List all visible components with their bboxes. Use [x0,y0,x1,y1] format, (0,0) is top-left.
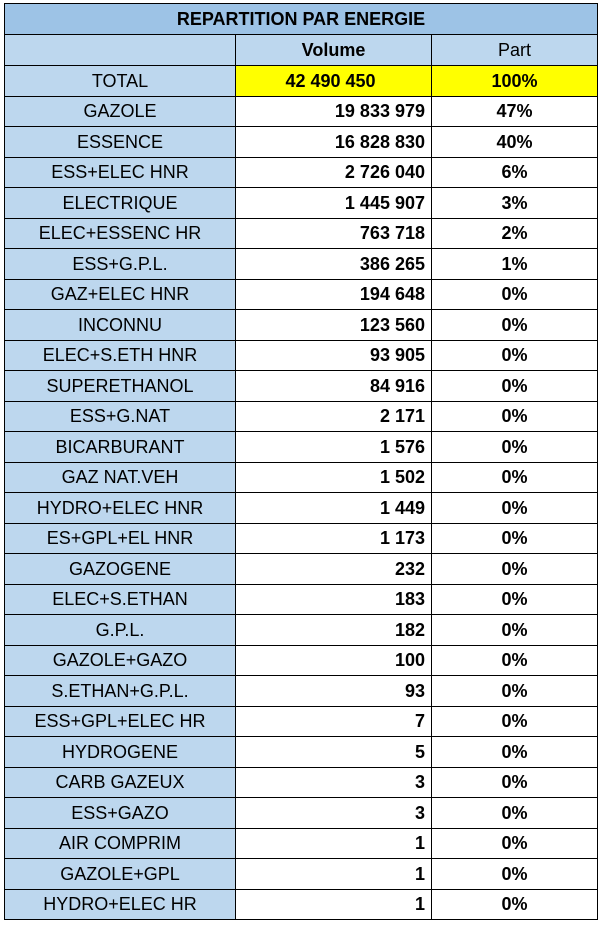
part-value: 0% [432,371,598,402]
table-row [5,737,598,768]
volume-value: 3 [236,767,432,798]
part-value: 0% [432,584,598,615]
energy-label: S.ETHAN+G.P.L. [5,676,236,707]
volume-value: 183 [236,584,432,615]
table-row [5,554,598,585]
total-row [5,66,598,97]
volume-value: 182 [236,615,432,646]
energy-label: GAZ+ELEC HNR [5,279,236,310]
volume-value: 84 916 [236,371,432,402]
energy-label: BICARBURANT [5,432,236,463]
part-value: 0% [432,493,598,524]
table-title: REPARTITION PAR ENERGIE [5,4,598,35]
part-value: 0% [432,279,598,310]
volume-value: 763 718 [236,218,432,249]
energy-label: ELECTRIQUE [5,188,236,219]
volume-value: 1 502 [236,462,432,493]
table-row [5,859,598,890]
energy-label: GAZOLE+GPL [5,859,236,890]
volume-value: 123 560 [236,310,432,341]
energy-distribution-table [4,3,598,920]
part-value: 0% [432,676,598,707]
part-value: 3% [432,188,598,219]
volume-value: 1 [236,828,432,859]
part-value: 0% [432,401,598,432]
part-value: 0% [432,798,598,829]
table-row [5,615,598,646]
part-value: 0% [432,645,598,676]
energy-label: ESS+ELEC HNR [5,157,236,188]
part-value: 1% [432,249,598,280]
energy-label: GAZ NAT.VEH [5,462,236,493]
table-row [5,828,598,859]
volume-value: 194 648 [236,279,432,310]
part-value: 0% [432,523,598,554]
energy-label: ESSENCE [5,127,236,158]
energy-label: G.P.L. [5,615,236,646]
part-value: 0% [432,828,598,859]
part-value: 40% [432,127,598,158]
energy-label: HYDRO+ELEC HNR [5,493,236,524]
header-volume: Volume [236,35,432,66]
energy-label: SUPERETHANOL [5,371,236,402]
energy-label: HYDRO+ELEC HR [5,889,236,920]
part-value: 0% [432,889,598,920]
volume-value: 19 833 979 [236,96,432,127]
volume-value: 100 [236,645,432,676]
volume-value: 1 [236,859,432,890]
header-part: Part [432,35,598,66]
table-row [5,127,598,158]
table-row [5,889,598,920]
part-value: 0% [432,615,598,646]
energy-label: AIR COMPRIM [5,828,236,859]
energy-label: ELEC+S.ETH HNR [5,340,236,371]
volume-value: 5 [236,737,432,768]
volume-value: 1 449 [236,493,432,524]
volume-value: 386 265 [236,249,432,280]
part-value: 0% [432,340,598,371]
part-value: 0% [432,432,598,463]
table-row [5,310,598,341]
volume-value: 16 828 830 [236,127,432,158]
header-energy [5,35,236,66]
energy-label: GAZOLE [5,96,236,127]
energy-label: CARB GAZEUX [5,767,236,798]
table-row [5,584,598,615]
part-value: 0% [432,310,598,341]
table-row [5,432,598,463]
energy-label: GAZOGENE [5,554,236,585]
energy-label: ESS+G.P.L. [5,249,236,280]
table-row [5,401,598,432]
column-header-row [5,35,598,66]
energy-label: ESS+G.NAT [5,401,236,432]
volume-value: 93 905 [236,340,432,371]
table-row [5,157,598,188]
table-title-row [5,4,598,35]
volume-value: 232 [236,554,432,585]
total-label: TOTAL [5,66,236,97]
energy-label: HYDROGENE [5,737,236,768]
table-row [5,493,598,524]
energy-label: ESS+GPL+ELEC HR [5,706,236,737]
volume-value: 2 726 040 [236,157,432,188]
part-value: 0% [432,737,598,768]
volume-value: 1 173 [236,523,432,554]
volume-value: 2 171 [236,401,432,432]
total-volume: 42 490 450 [236,66,432,97]
table-row [5,645,598,676]
energy-label: ELEC+S.ETHAN [5,584,236,615]
table-row [5,340,598,371]
table-row [5,371,598,402]
volume-value: 7 [236,706,432,737]
part-value: 0% [432,462,598,493]
table-row [5,96,598,127]
volume-value: 1 [236,889,432,920]
table-row [5,676,598,707]
table-row [5,706,598,737]
energy-label: ELEC+ESSENC HR [5,218,236,249]
volume-value: 93 [236,676,432,707]
part-value: 47% [432,96,598,127]
part-value: 2% [432,218,598,249]
part-value: 6% [432,157,598,188]
energy-label: ES+GPL+EL HNR [5,523,236,554]
table-row [5,249,598,280]
energy-label: ESS+GAZO [5,798,236,829]
table-row [5,188,598,219]
total-part: 100% [432,66,598,97]
part-value: 0% [432,767,598,798]
part-value: 0% [432,706,598,737]
volume-value: 1 576 [236,432,432,463]
table-row [5,523,598,554]
energy-label: INCONNU [5,310,236,341]
table-row [5,767,598,798]
table-row [5,279,598,310]
energy-label: GAZOLE+GAZO [5,645,236,676]
part-value: 0% [432,859,598,890]
table-row [5,462,598,493]
table-row [5,798,598,829]
volume-value: 1 445 907 [236,188,432,219]
energy-table-container [4,3,597,920]
volume-value: 3 [236,798,432,829]
part-value: 0% [432,554,598,585]
table-row [5,218,598,249]
